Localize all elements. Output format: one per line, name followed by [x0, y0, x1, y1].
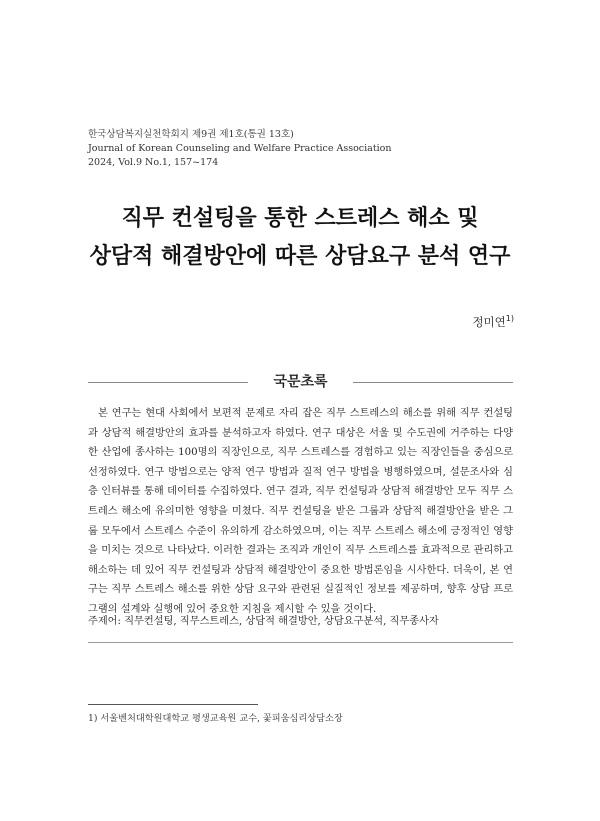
- journal-issue: 2024, Vol.9 No.1, 157~174: [88, 157, 219, 168]
- footnote-rule: [88, 704, 258, 705]
- author-name: 정미연: [472, 315, 506, 329]
- paper-title: [0, 200, 600, 276]
- author: [472, 314, 514, 330]
- keywords: [88, 614, 513, 630]
- journal-name-en: Journal of Korean Counseling and Welfare Practice Association: [88, 143, 392, 154]
- abstract-heading-label: 국문초록: [273, 374, 328, 390]
- footnote: 1) 서울벤처대학원대학교 평생교육원 교수, 꽃피움심리상담소장: [88, 713, 343, 724]
- heading-rule-right: [353, 382, 513, 383]
- abstract-heading: [88, 372, 513, 392]
- journal-name-ko: 한국상담복지실천학회지 제9권 제1호(통권 13호): [88, 129, 294, 140]
- abstract-bottom-rule: [88, 642, 513, 643]
- paper-title-line1: 직무 컨설팅을 통한 스트레스 해소 및: [121, 206, 479, 231]
- abstract-body: 본 연구는 현대 사회에서 보편적 문제로 자리 잡은 직무 스트레스의 해소를 위해 직무 컨설팅과 상담적 해결방안의 효과를 분석하고자 하였다. 연구 대상은 서울 및 수도권에 거주하는 다양한 산업에 종사하는 100명의 직장인으로, 직무 스트레스를 경험하고 있는 직장인들을 중심으로 선정하였다. 연구 방법으로는 양적 연구 방법과 질적 연구 방법을 병행하였으며, 설문조사와 심층 인터뷰를 통해 데이터를 수집하였다. 연구 결과, 직무 컨설팅과 상담적 해결방안 모두 직무 스트레스 해소에 유의미한 영향을 미쳤다. 직무 컨설팅을 받은 그룹과 상담적 해결방안을 받은 그룹 모두에서 스트레스 수준이 유의하게 감소하였으며, 이는 직무 스트레스 해소에 긍정적인 영향을 미치는 것으로 나타났다. 이러한 결과는 조직과 개인이 직무 스트레스를 효과적으로 관리하고 해소하는 데 있어 직무 컨설팅과 상담적 해결방안이 중요한 방법론임을 시사한다. 더욱이, 본 연구는 직무 스트레스 해소를 위한 상담 요구와 관련된 실질적인 정보를 제공하며, 향후 상담 프로그램의 설계와 실행에 있어 중요한 지침을 제시할 수 있을 것이다.: [88, 408, 513, 615]
- journal-info: [88, 128, 392, 170]
- author-footnote-mark: 1): [505, 314, 514, 324]
- paper-title-line2: 상담적 해결방안에 따른 상담요구 분석 연구: [89, 244, 511, 269]
- keywords-label: 주제어:: [88, 616, 121, 627]
- keywords-list: 직무컨설팅, 직무스트레스, 상담적 해결방안, 상담요구분석, 직무종사자: [124, 616, 439, 627]
